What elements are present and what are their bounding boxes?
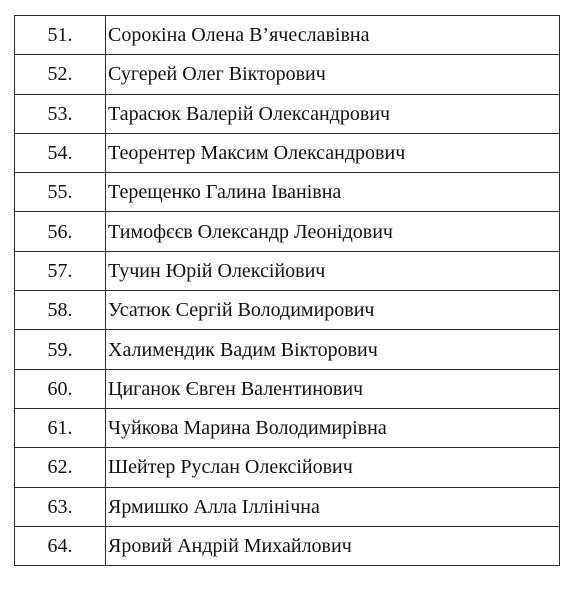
row-number: 54.: [15, 133, 106, 172]
row-number: 59.: [15, 330, 106, 369]
person-name: Сорокіна Олена В’ячеславівна: [106, 16, 560, 55]
person-name: Халимендик Вадим Вікторович: [106, 330, 560, 369]
table-row: [15, 212, 560, 251]
row-number: 58.: [15, 291, 106, 330]
person-name: Сугерей Олег Вікторович: [106, 55, 560, 94]
person-name: Шейтер Руслан Олексійович: [106, 448, 560, 487]
person-name: Ярмишко Алла Іллінічна: [106, 487, 560, 526]
person-name: Тимофєєв Олександр Леонідович: [106, 212, 560, 251]
row-number: 51.: [15, 16, 106, 55]
row-number: 62.: [15, 448, 106, 487]
row-number: 61.: [15, 408, 106, 447]
table-row: [15, 369, 560, 408]
table-row: [15, 291, 560, 330]
row-number: 53.: [15, 94, 106, 133]
table-row: [15, 133, 560, 172]
row-number: 64.: [15, 526, 106, 565]
table-row: [15, 330, 560, 369]
row-number: 60.: [15, 369, 106, 408]
person-name: Теорентер Максим Олександрович: [106, 133, 560, 172]
person-name: Циганок Євген Валентинович: [106, 369, 560, 408]
table-row: [15, 94, 560, 133]
row-number: 55.: [15, 173, 106, 212]
table-row: [15, 487, 560, 526]
table-row: [15, 55, 560, 94]
row-number: 57.: [15, 251, 106, 290]
table-row: [15, 408, 560, 447]
person-name: Тарасюк Валерій Олександрович: [106, 94, 560, 133]
row-number: 56.: [15, 212, 106, 251]
table-row: [15, 448, 560, 487]
row-number: 52.: [15, 55, 106, 94]
person-name: Тучин Юрій Олексійович: [106, 251, 560, 290]
table-row: [15, 251, 560, 290]
names-table-body: [15, 16, 560, 566]
names-table: [14, 15, 560, 566]
table-row: [15, 16, 560, 55]
row-number: 63.: [15, 487, 106, 526]
person-name: Яровий Андрій Михайлович: [106, 526, 560, 565]
person-name: Чуйкова Марина Володимирівна: [106, 408, 560, 447]
person-name: Усатюк Сергій Володимирович: [106, 291, 560, 330]
table-row: [15, 173, 560, 212]
person-name: Терещенко Галина Іванівна: [106, 173, 560, 212]
table-row: [15, 526, 560, 565]
